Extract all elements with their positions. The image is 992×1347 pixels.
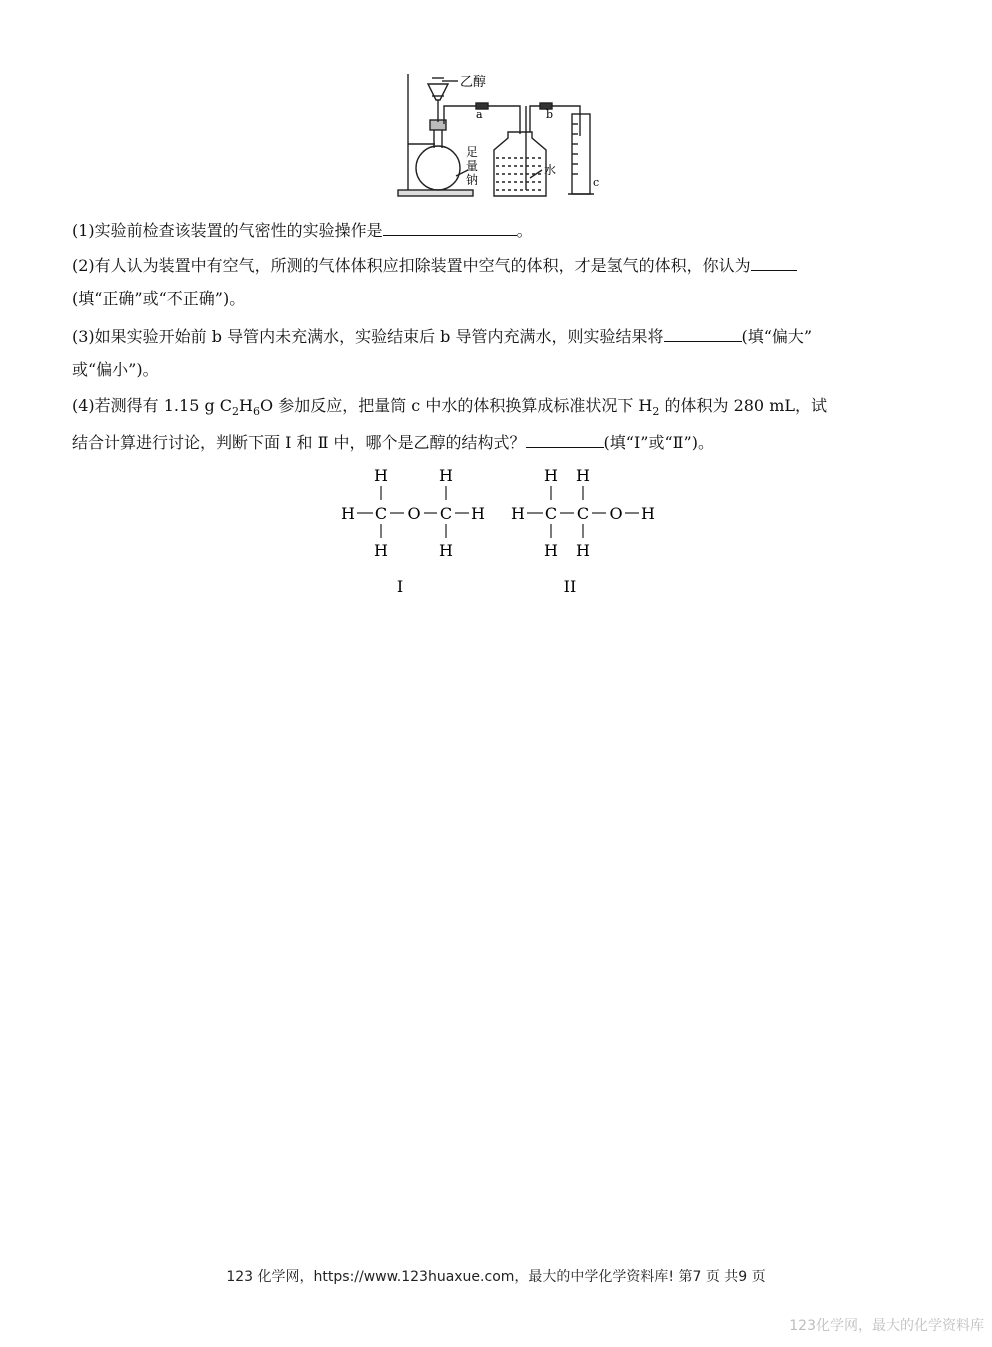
question-2-line-1 [72,254,797,276]
question-2-text: (2)有人认为装置中有空气，所测的气体体积应扣除装置中空气的体积，才是氢气的体积，你认为 [72,256,751,275]
atom-h: H [576,541,590,560]
atom-h: H [374,466,388,485]
question-1-text: (1)实验前检查该装置的气密性的实验操作是 [72,221,383,240]
label-sodium-3: 钠 [466,173,479,187]
answer-blank-3 [664,325,742,342]
q4-part-4: 的体积为 280 mL，试 [659,396,827,415]
atom-o: O [407,504,421,523]
structure-2 [506,462,666,598]
atom-c: C [439,504,453,523]
structure-1-label: I [396,577,404,596]
question-4-line-2 [72,431,714,453]
answer-blank-1 [383,219,517,236]
atom-h: H [544,541,558,560]
label-tube-b: b [546,108,554,121]
question-1-tail: 。 [516,221,533,240]
answer-blank-2 [751,254,797,271]
answer-blank-4 [526,431,604,448]
q4-sub-1: 2 [232,405,240,419]
label-tube-a: a [476,108,483,121]
q4-part-3: O 参加反应，把量筒 c 中水的体积换算成标准状况下 H [260,396,653,415]
label-sodium-1: 足 [466,145,479,159]
atom-h: H [439,466,453,485]
atom-h: H [374,541,388,560]
question-2-line-2: (填“正确”或“不正确”)。 [72,289,246,308]
question-1 [72,219,533,241]
q4-sub-2: 6 [253,405,260,419]
q4-part-1: (4)若测得有 1.15 g C [72,396,233,415]
atom-h: H [576,466,590,485]
question-3-tail: (填“偏大” [741,327,813,346]
atom-h: H [471,504,485,523]
atom-h: H [439,541,453,560]
atom-h: H [341,504,355,523]
atom-h: H [641,504,655,523]
label-ethanol: 乙醇 [460,75,487,90]
atom-h: H [511,504,525,523]
atom-c: C [576,504,590,523]
atom-o: O [609,504,623,523]
atom-c: C [374,504,388,523]
experiment-apparatus-diagram [390,66,610,206]
question-4-line-1 [72,396,827,422]
q4-sub-3: 2 [652,405,660,419]
label-water: 水 [544,163,557,177]
atom-h: H [544,466,558,485]
structure-2-label: II [563,577,577,596]
label-sodium-2: 量 [466,159,479,173]
q4-part-2: H [239,396,253,415]
question-3-line-2: 或“偏小”)。 [72,360,159,379]
label-cylinder-c: c [593,176,600,189]
watermark: 123化学网，最大的化学资料库 [789,1318,984,1334]
question-3-text: (3)如果实验开始前 b 导管内未充满水，实验结束后 b 导管内充满水，则实验结果将 [72,327,664,346]
question-3-line-1 [72,325,812,347]
question-4-tail: (填“Ⅰ”或“Ⅱ”)。 [603,433,714,452]
question-4-text: 结合计算进行讨论，判断下面 Ⅰ 和 Ⅱ 中，哪个是乙醇的结构式？ [72,433,526,452]
page-footer: 123 化学网，https://www.123huaxue.com，最大的中学化学资料库! 第7 页 共9 页 [226,1269,766,1285]
atom-c: C [544,504,558,523]
structure-1 [336,462,496,598]
